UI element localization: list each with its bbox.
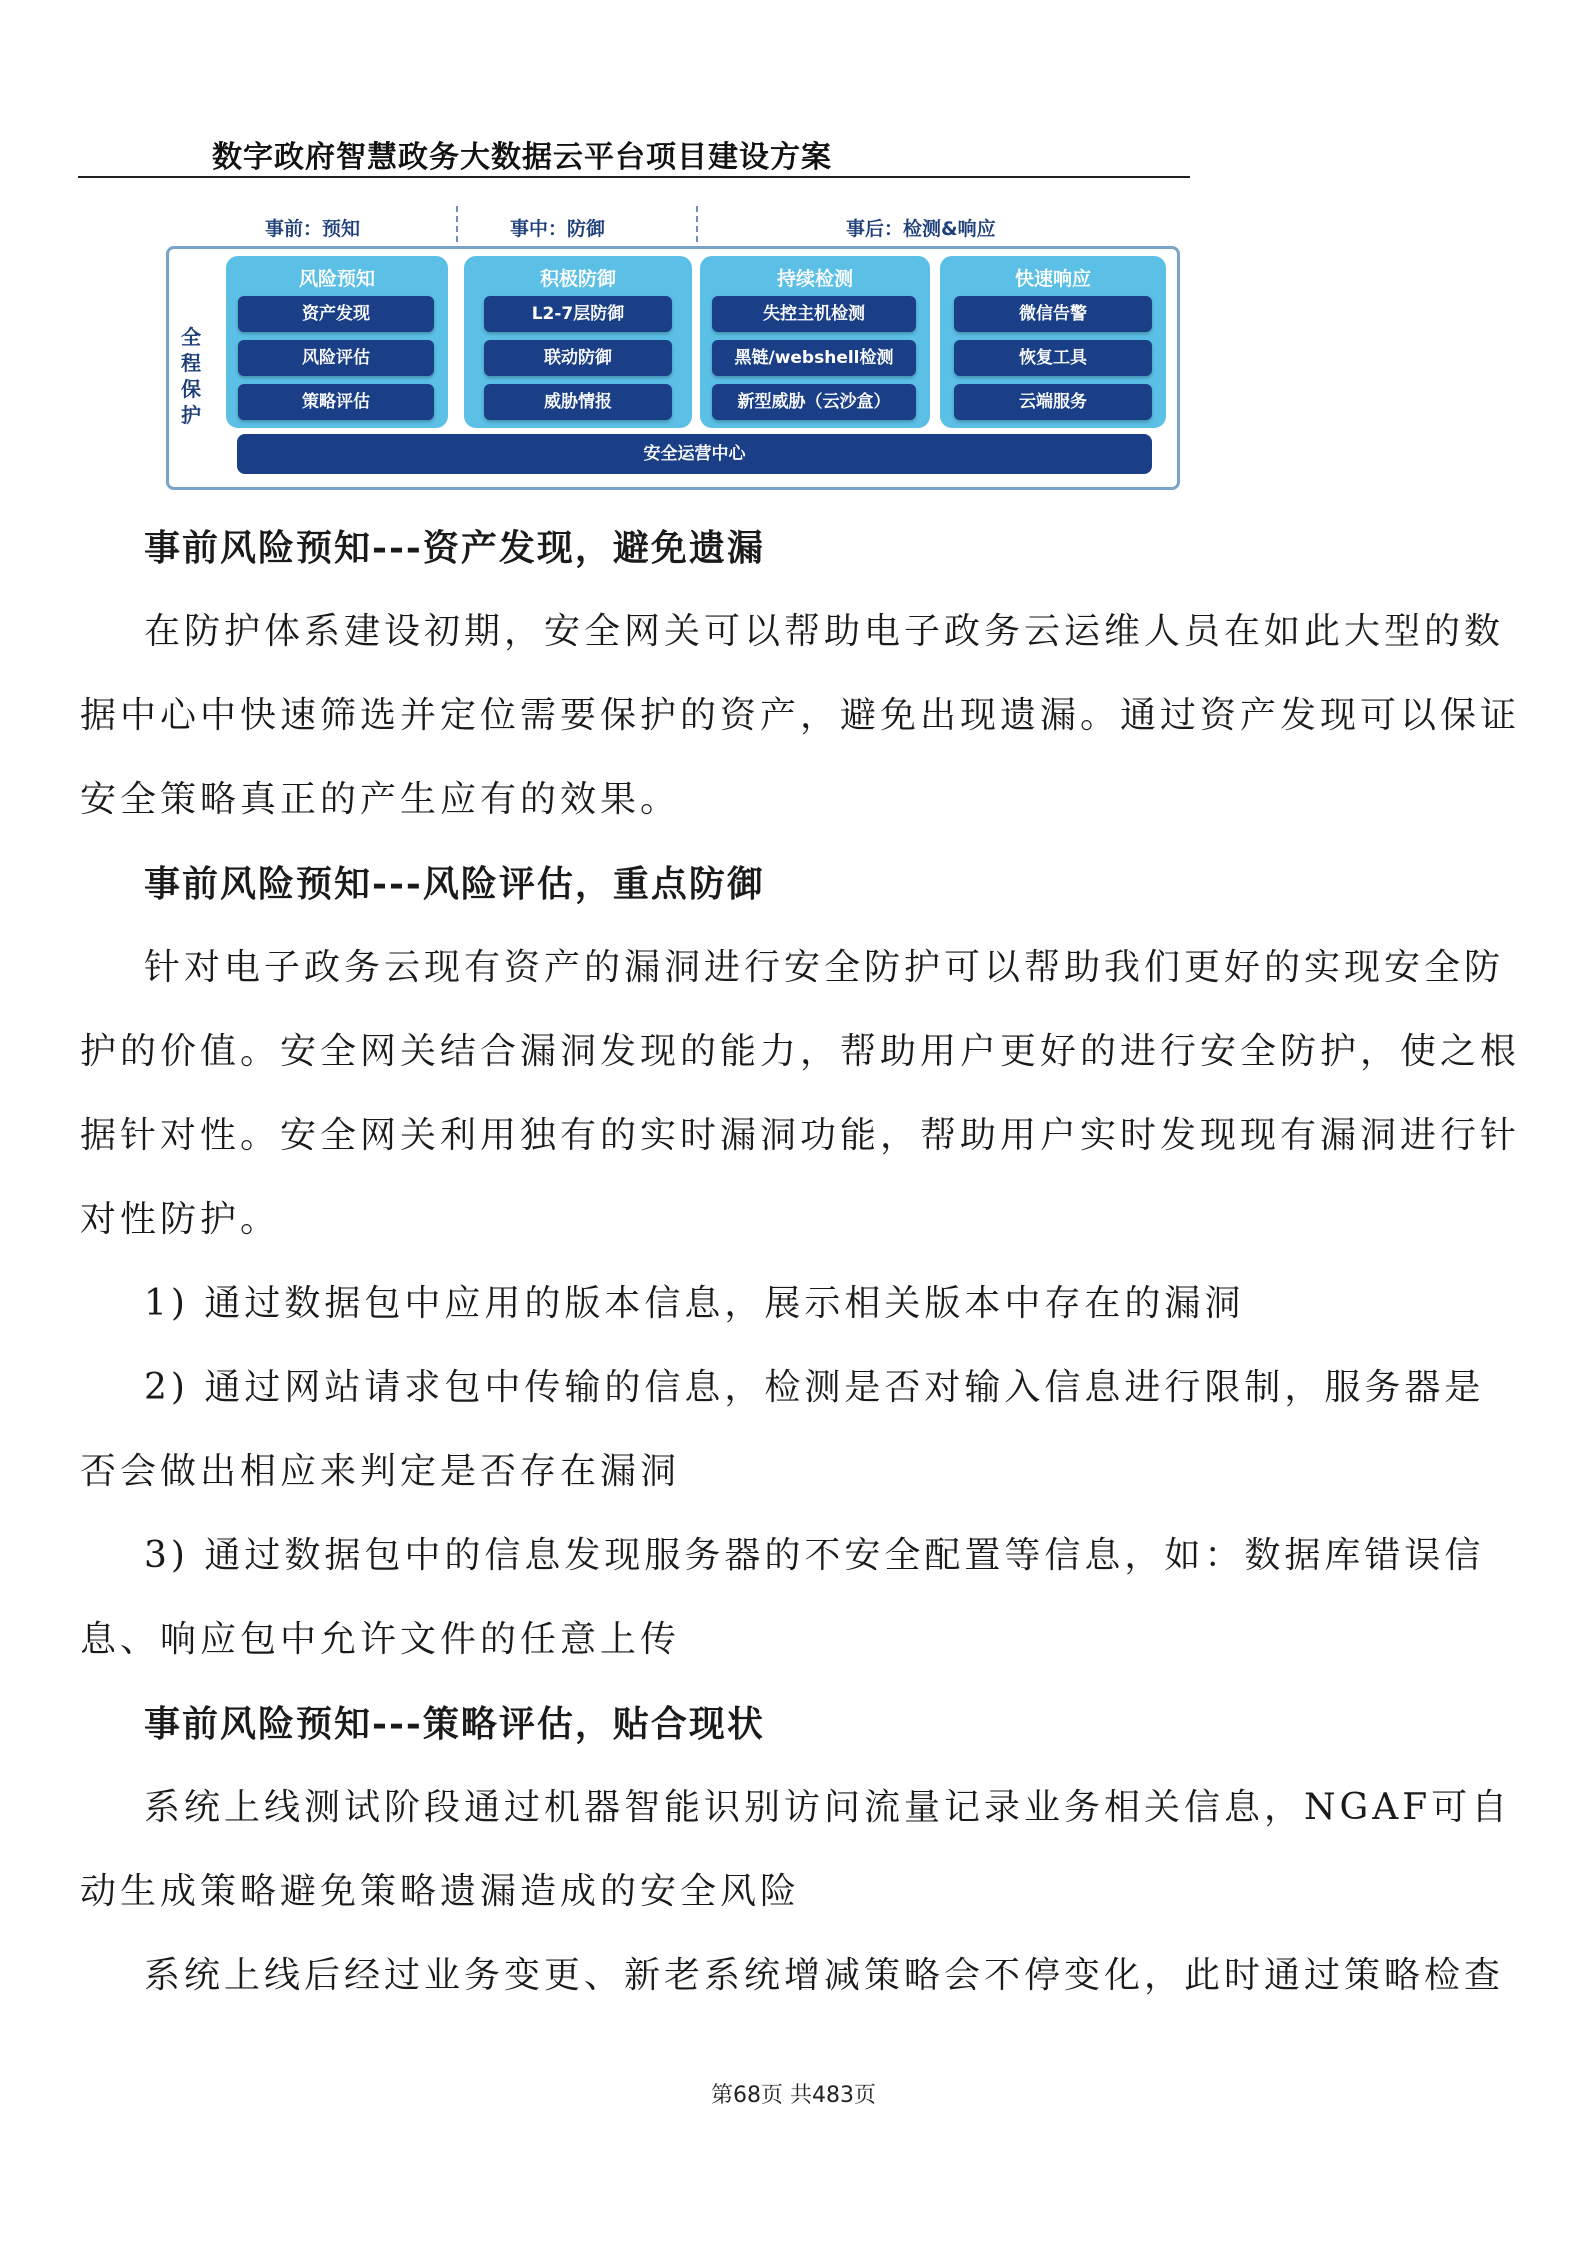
column-title: 快速响应	[1014, 268, 1091, 290]
paragraph: 针对电子政务云现有资产的漏洞进行安全防护可以帮助我们更好的实现安全防护的价值。安全网关结合漏洞发现的能力，帮助用户更好的进行安全防护，使之根据针对性。安全网关利用独有的实时漏洞功能，帮助用户实时发现现有漏洞进行针对性防护。	[80, 947, 1521, 1240]
item-asset-discovery: 资产发现	[238, 296, 434, 332]
paragraph: 在防护体系建设初期，安全网关可以帮助电子政务云运维人员在如此大型的数据中心中快速筛选并定位需要保护的资产，避免出现遗漏。通过资产发现可以保证安全策略真正的产生应有的效果。	[80, 611, 1521, 820]
column-active-defense	[464, 256, 692, 428]
section-heading: 事前风险预知---策略评估，贴合现状	[144, 1703, 765, 1745]
column-continuous-detection	[700, 256, 930, 428]
item-cloud-service: 云端服务	[954, 384, 1152, 420]
phase-separator	[456, 206, 458, 242]
header-rule	[78, 176, 1190, 178]
side-label-char: 全	[181, 325, 201, 349]
side-label-char: 护	[181, 403, 201, 427]
phase-label-before: 事前：预知	[265, 218, 361, 240]
protection-diagram	[160, 200, 1180, 490]
document-header-title: 数字政府智慧政务大数据云平台项目建设方案	[212, 140, 832, 175]
side-label-full-protection	[178, 324, 204, 428]
item-host-detection: 失控主机检测	[712, 296, 916, 332]
column-risk-prediction	[226, 256, 448, 428]
side-label-char: 程	[181, 351, 201, 375]
paragraph: 系统上线后经过业务变更、新老系统增减策略会不停变化，此时通过策略检查	[144, 1955, 1505, 1996]
column-rapid-response	[940, 256, 1166, 428]
section-heading: 事前风险预知---风险评估，重点防御	[144, 863, 765, 905]
item-webshell-detection: 黑链/webshell检测	[712, 340, 916, 376]
item-wechat-alert: 微信告警	[954, 296, 1152, 332]
phase-label-during: 事中：防御	[510, 218, 606, 240]
item-cloud-sandbox: 新型威胁（云沙盒）	[712, 384, 916, 420]
page-footer: 第68页 共483页	[711, 2083, 876, 2108]
column-title: 风险预知	[298, 268, 375, 290]
column-title: 持续检测	[776, 268, 853, 290]
item-policy-assessment: 策略评估	[238, 384, 434, 420]
item-threat-intel: 威胁情报	[484, 384, 672, 420]
column-title: 积极防御	[539, 268, 616, 290]
side-label-char: 保	[181, 377, 201, 401]
item-linked-defense: 联动防御	[484, 340, 672, 376]
item-recovery-tool: 恢复工具	[954, 340, 1152, 376]
paragraph: 系统上线测试阶段通过机器智能识别访问流量记录业务相关信息，NGAF可自动生成策略避免策略遗漏造成的安全风险	[80, 1787, 1512, 1912]
list-item: 1) 通过数据包中应用的版本信息，展示相关版本中存在的漏洞	[144, 1283, 1245, 1324]
list-item: 3) 通过数据包中的信息发现服务器的不安全配置等信息，如：数据库错误信息、响应包中允许文件的任意上传	[80, 1535, 1485, 1660]
phase-separator	[696, 206, 698, 242]
list-item: 2) 通过网站请求包中传输的信息，检测是否对输入信息进行限制，服务器是否会做出相应来判定是否存在漏洞	[80, 1367, 1485, 1492]
phase-label-after: 事后：检测&响应	[846, 218, 996, 240]
security-operations-center-bar: 安全运营中心	[237, 434, 1152, 474]
section-heading: 事前风险预知---资产发现，避免遗漏	[144, 527, 765, 569]
item-l2-7-defense: L2-7层防御	[484, 296, 672, 332]
item-risk-assessment: 风险评估	[238, 340, 434, 376]
